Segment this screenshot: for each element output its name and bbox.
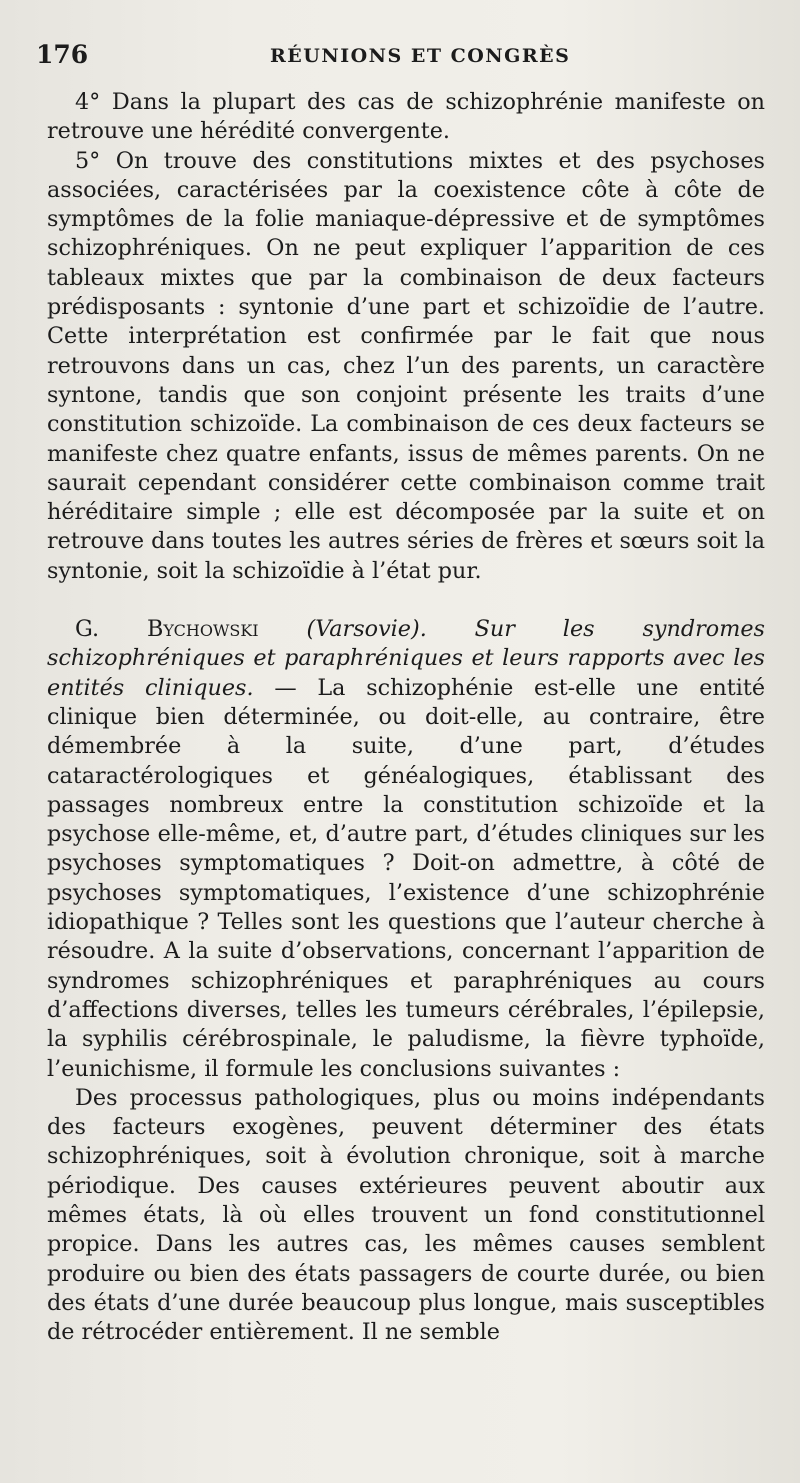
abstract-bychowski	[47, 615, 765, 1084]
paragraph-conclusions: Des processus pathologiques, plus ou moins indépendants des facteurs exogènes, peuvent déterminer des états schizophréniques, soit à évolution chronique, soit à marche périodique. Des causes extérieures peuvent aboutir aux mêmes états, là où elles trouvent un fond constitutionnel propice. Dans les autres cas, les mêmes causes semblent produire ou bien des états passagers de courte durée, ou bien des états d’une durée beaucoup plus longue, mais susceptibles de rétrocéder entièrement. Il ne semble	[47, 1084, 765, 1346]
author-place: (Varsovie).	[258, 616, 475, 643]
author-name: Bychowski	[146, 616, 259, 643]
author-initial: G.	[75, 616, 147, 643]
page-header	[36, 40, 770, 74]
page-number: 176	[36, 40, 89, 69]
running-head: RÉUNIONS ET CONGRÈS	[270, 45, 571, 67]
paragraph-point-5: 5° On trouve des constitutions mixtes et des psychoses associées, caractérisées par la coexistence côte à côte de symptômes de la folie maniaque-dépressive et de symptômes schizophréniques. On ne peut expliquer l’apparition de ces tableaux mixtes que par la combinaison de deux facteurs prédisposants : syntonie d’une part et schizoïdie de l’autre. Cette interprétation est confirmée par le fait que nous retrouvons dans un cas, chez l’un des parents, un caractère syntone, tandis que son conjoint présente les traits d’une constitution schizoïde. La combinaison de ces deux facteurs se manifeste chez quatre enfants, issus de mêmes parents. On ne saurait cependant considérer cette combinaison comme trait héréditaire simple ; elle est décomposée par la suite et on retrouve dans toutes les autres séries de frères et sœurs soit la syntonie, soit la schizoïdie à l’état pur.	[47, 147, 765, 584]
paragraph-gap	[47, 586, 765, 615]
article-title: Sur les syndromes schizophréniques et paraphréniques et leurs rapports avec les entités cliniques.	[47, 616, 765, 701]
body-text	[47, 88, 765, 1347]
paragraph-point-4: 4° Dans la plupart des cas de schizophrénie manifeste on retrouve une hérédité convergente.	[47, 89, 765, 145]
abstract-text: — La schizophénie est-elle une entité clinique bien déterminée, ou doit-elle, au contraire, être démembrée à la suite, d’une part, d’études cataractérologiques et généalogiques, établissant des passages nombreux entre la constitution schizoïde et la psychose elle-même, et, d’autre part, d’études cliniques sur les psychoses symptomatiques ? Doit-on admettre, à côté de psychoses symptomatiques, l’existence d’une schizophrénie idiopathique ? Telles sont les questions que l’auteur cherche à résoudre. A la suite d’observations, concernant l’apparition de syndromes schizophréniques et paraphréniques au cours d’affections diverses, telles les tumeurs cérébrales, l’épilepsie, la syphilis cérébrospinale, le paludisme, la fièvre typhoïde, l’eunichisme, il formule les conclusions suivantes :	[47, 674, 766, 1082]
